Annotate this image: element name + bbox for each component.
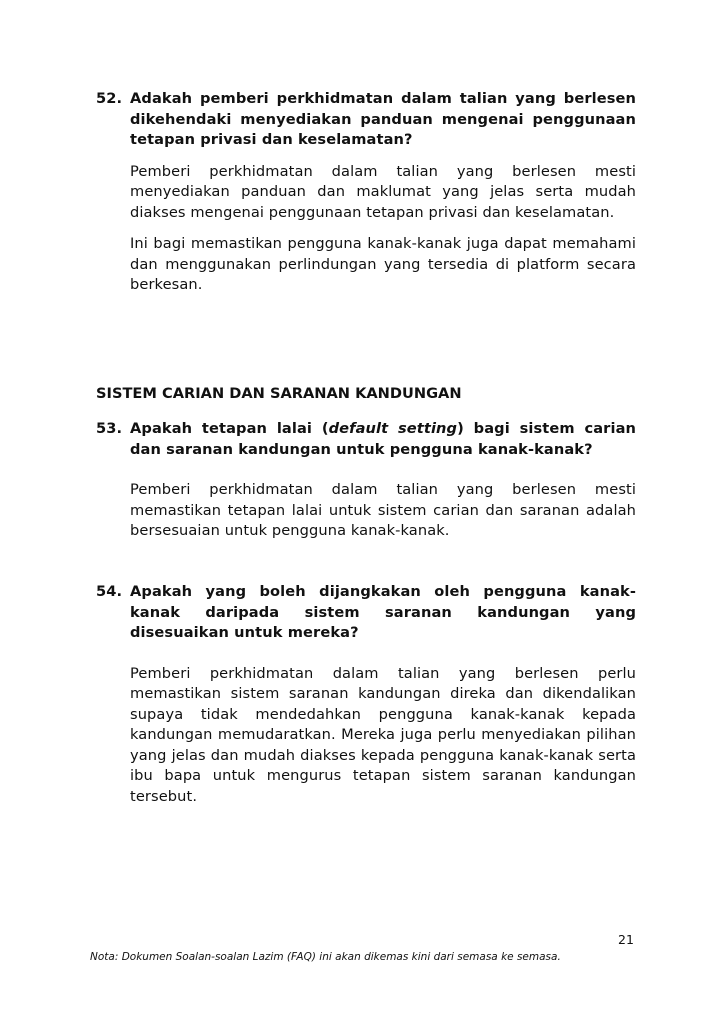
answer-paragraph: Pemberi perkhidmatan dalam talian yang berlesen perlu memastikan sistem saranan kandungan direka dan dikendalikan supaya tidak mendedahkan pengguna kanak-kanak kepada kandungan memudaratkan. Mereka juga perlu menyediakan pilihan yang jelas dan mudah diakses kepada pengguna kanak-kanak serta ibu bapa untuk mengurus tetapan sistem saranan kandungan tersebut. <box>130 664 636 805</box>
question-number: 53. <box>96 420 123 437</box>
faq-question <box>96 582 636 644</box>
answer-paragraph: Pemberi perkhidmatan dalam talian yang berlesen mesti memastikan tetapan lalai untuk sistem carian dan saranan adalah bersesuaian untuk pengguna kanak-kanak. <box>130 481 636 539</box>
question-text: Adakah pemberi perkhidmatan dalam talian yang berlesen dikehendaki menyediakan panduan mengenai penggunaan tetapan privasi dan keselamatan? <box>130 90 636 148</box>
question-text-part: ) bagi sistem carian dan saranan kandungan untuk pengguna kanak-kanak? <box>130 420 637 458</box>
footnote: Nota: Dokumen Soalan-soalan Lazim (FAQ) ini akan dikemas kini dari semasa ke semasa. <box>90 951 561 963</box>
faq-item-53 <box>96 419 636 542</box>
section-heading: SISTEM CARIAN DAN SARANAN KANDUNGAN <box>96 385 462 402</box>
question-number: 54. <box>96 583 123 600</box>
faq-question <box>96 419 636 460</box>
faq-question <box>96 89 636 151</box>
question-text-italic: default setting <box>328 420 458 437</box>
faq-item-52 <box>96 89 636 296</box>
faq-item-54 <box>96 582 636 807</box>
question-text: Apakah yang boleh dijangkakan oleh pengguna kanak-kanak daripada sistem saranan kandungan yang disesuaikan untuk mereka? <box>130 583 636 641</box>
answer-paragraph: Pemberi perkhidmatan dalam talian yang berlesen mesti menyediakan panduan dan maklumat yang jelas serta mudah diakses mengenai penggunaan tetapan privasi dan keselamatan. <box>130 162 636 221</box>
question-text-part: Apakah tetapan lalai ( <box>130 420 329 437</box>
question-number: 52. <box>96 90 123 107</box>
page-number: 21 <box>618 932 634 947</box>
answer-paragraph: Ini bagi memastikan pengguna kanak-kanak juga dapat memahami dan menggunakan perlindungan yang tersedia di platform secara berkesan. <box>130 235 636 293</box>
